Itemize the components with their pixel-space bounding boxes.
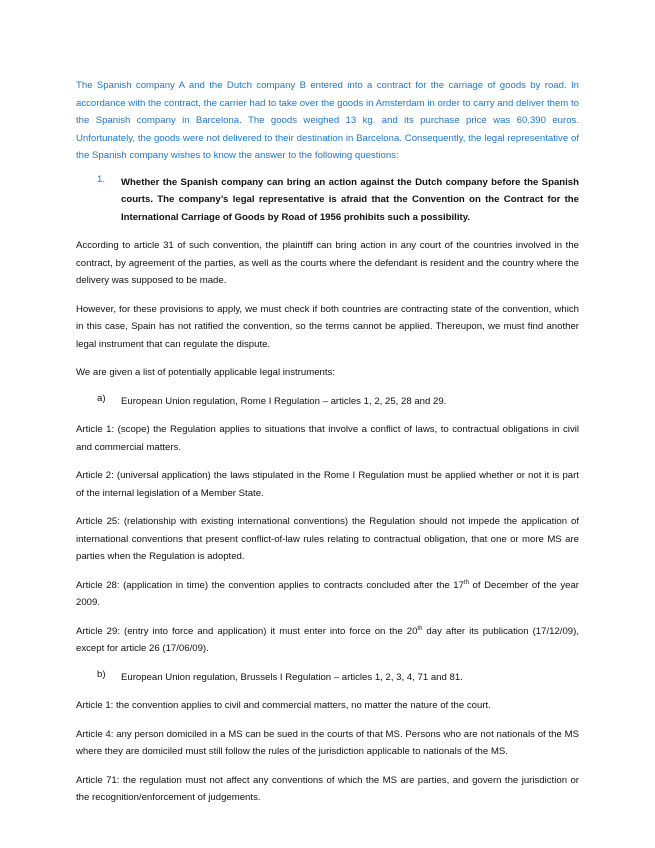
- instrument-b: [76, 669, 579, 687]
- ordinal-suffix: th: [417, 625, 423, 632]
- instrument-a-text: European Union regulation, Rome I Regulation – articles 1, 2, 25, 28 and 29.: [121, 395, 447, 407]
- brussels-article-4: Article 4: any person domiciled in a MS can be sued in the courts of that MS. Persons who are not nationals of the MS where they are domiciled must still follow the rules of the jurisdiction applicable to nationals of the MS.: [76, 728, 579, 757]
- rome-article-25: Article 25: (relationship with existing international conventions) the Regulation should not impede the application of international conventions that present conflict-of-law rules relating to contractual obligation, that one or more MS are parties when the Regulation is adopted.: [76, 516, 579, 562]
- rome-article-1: Article 1: (scope) the Regulation applies to situations that involve a conflict of laws, to contractual obligations in civil and commercial matters.: [76, 424, 579, 453]
- rome-article-29: [76, 623, 579, 658]
- brussels-article-1: Article 1: the convention applies to civil and commercial matters, no matter the nature of the court.: [76, 700, 491, 711]
- question-text: Whether the Spanish company can bring an action against the Dutch company before the Spanish courts. The company’s legal representative is afraid that the Convention on the Contract for the International Carriage of Goods by Road of 1956 prohibits such a possibility.: [121, 176, 579, 223]
- rome-article-28: [76, 577, 579, 612]
- article-29-text-b: day after its publication (17/12/09), except for article 26 (17/06/09).: [76, 625, 579, 654]
- instrument-a: [76, 393, 579, 411]
- instrument-b-text: European Union regulation, Brussels I Regulation – articles 1, 2, 3, 4, 71 and 81.: [121, 671, 463, 683]
- list-letter: b): [97, 668, 106, 680]
- paragraph-ratification: However, for these provisions to apply, we must check if both countries are contracting state of the convention, which in this case, Spain has not ratified the convention, so the terms cannot be applied. Thereupon, we must find another legal instrument that can regulate the dispute.: [76, 303, 579, 350]
- list-letter: a): [97, 392, 106, 404]
- brussels-article-71: Article 71: the regulation must not affect any conventions of which the MS are parties, and govern the jurisdiction or the recognition/enforcement of judgements.: [76, 774, 579, 803]
- article-28-text-b: of December of the year 2009.: [76, 579, 579, 608]
- article-29-text-a: Article 29: (entry into force and application) it must enter into force on the 20: [76, 625, 418, 637]
- list-number: 1.: [97, 173, 106, 185]
- question-1: [76, 174, 579, 227]
- article-28-text-a: Article 28: (application in time) the convention applies to contracts concluded after the 17: [76, 579, 464, 591]
- paragraph-article-31: According to article 31 of such convention, the plaintiff can bring action in any court of the countries involved in the contract, by agreement of the parties, as well as the courts where the defendant is resident and the country where the delivery was supposed to be made.: [76, 240, 579, 286]
- paragraph-instruments-intro: We are given a list of potentially applicable legal instruments:: [76, 367, 335, 378]
- intro-paragraph: The Spanish company A and the Dutch company B entered into a contract for the carriage of goods by road. In accordance with the contract, the carrier had to take over the goods in Amsterdam in order to carry and deliver them to the Spanish company in Barcelona. The goods weighed 13 kg. and its purchase price was 60.390 euros. Unfortunately, the goods were not delivered to their destination in Barcelona. Consequently, the legal representative of the Spanish company wishes to know the answer to the following questions:: [76, 80, 579, 161]
- rome-article-2: Article 2: (universal application) the laws stipulated in the Rome I Regulation must be applied whether or not it is part of the internal legislation of a Member State.: [76, 470, 579, 499]
- ordinal-suffix: th: [463, 579, 469, 586]
